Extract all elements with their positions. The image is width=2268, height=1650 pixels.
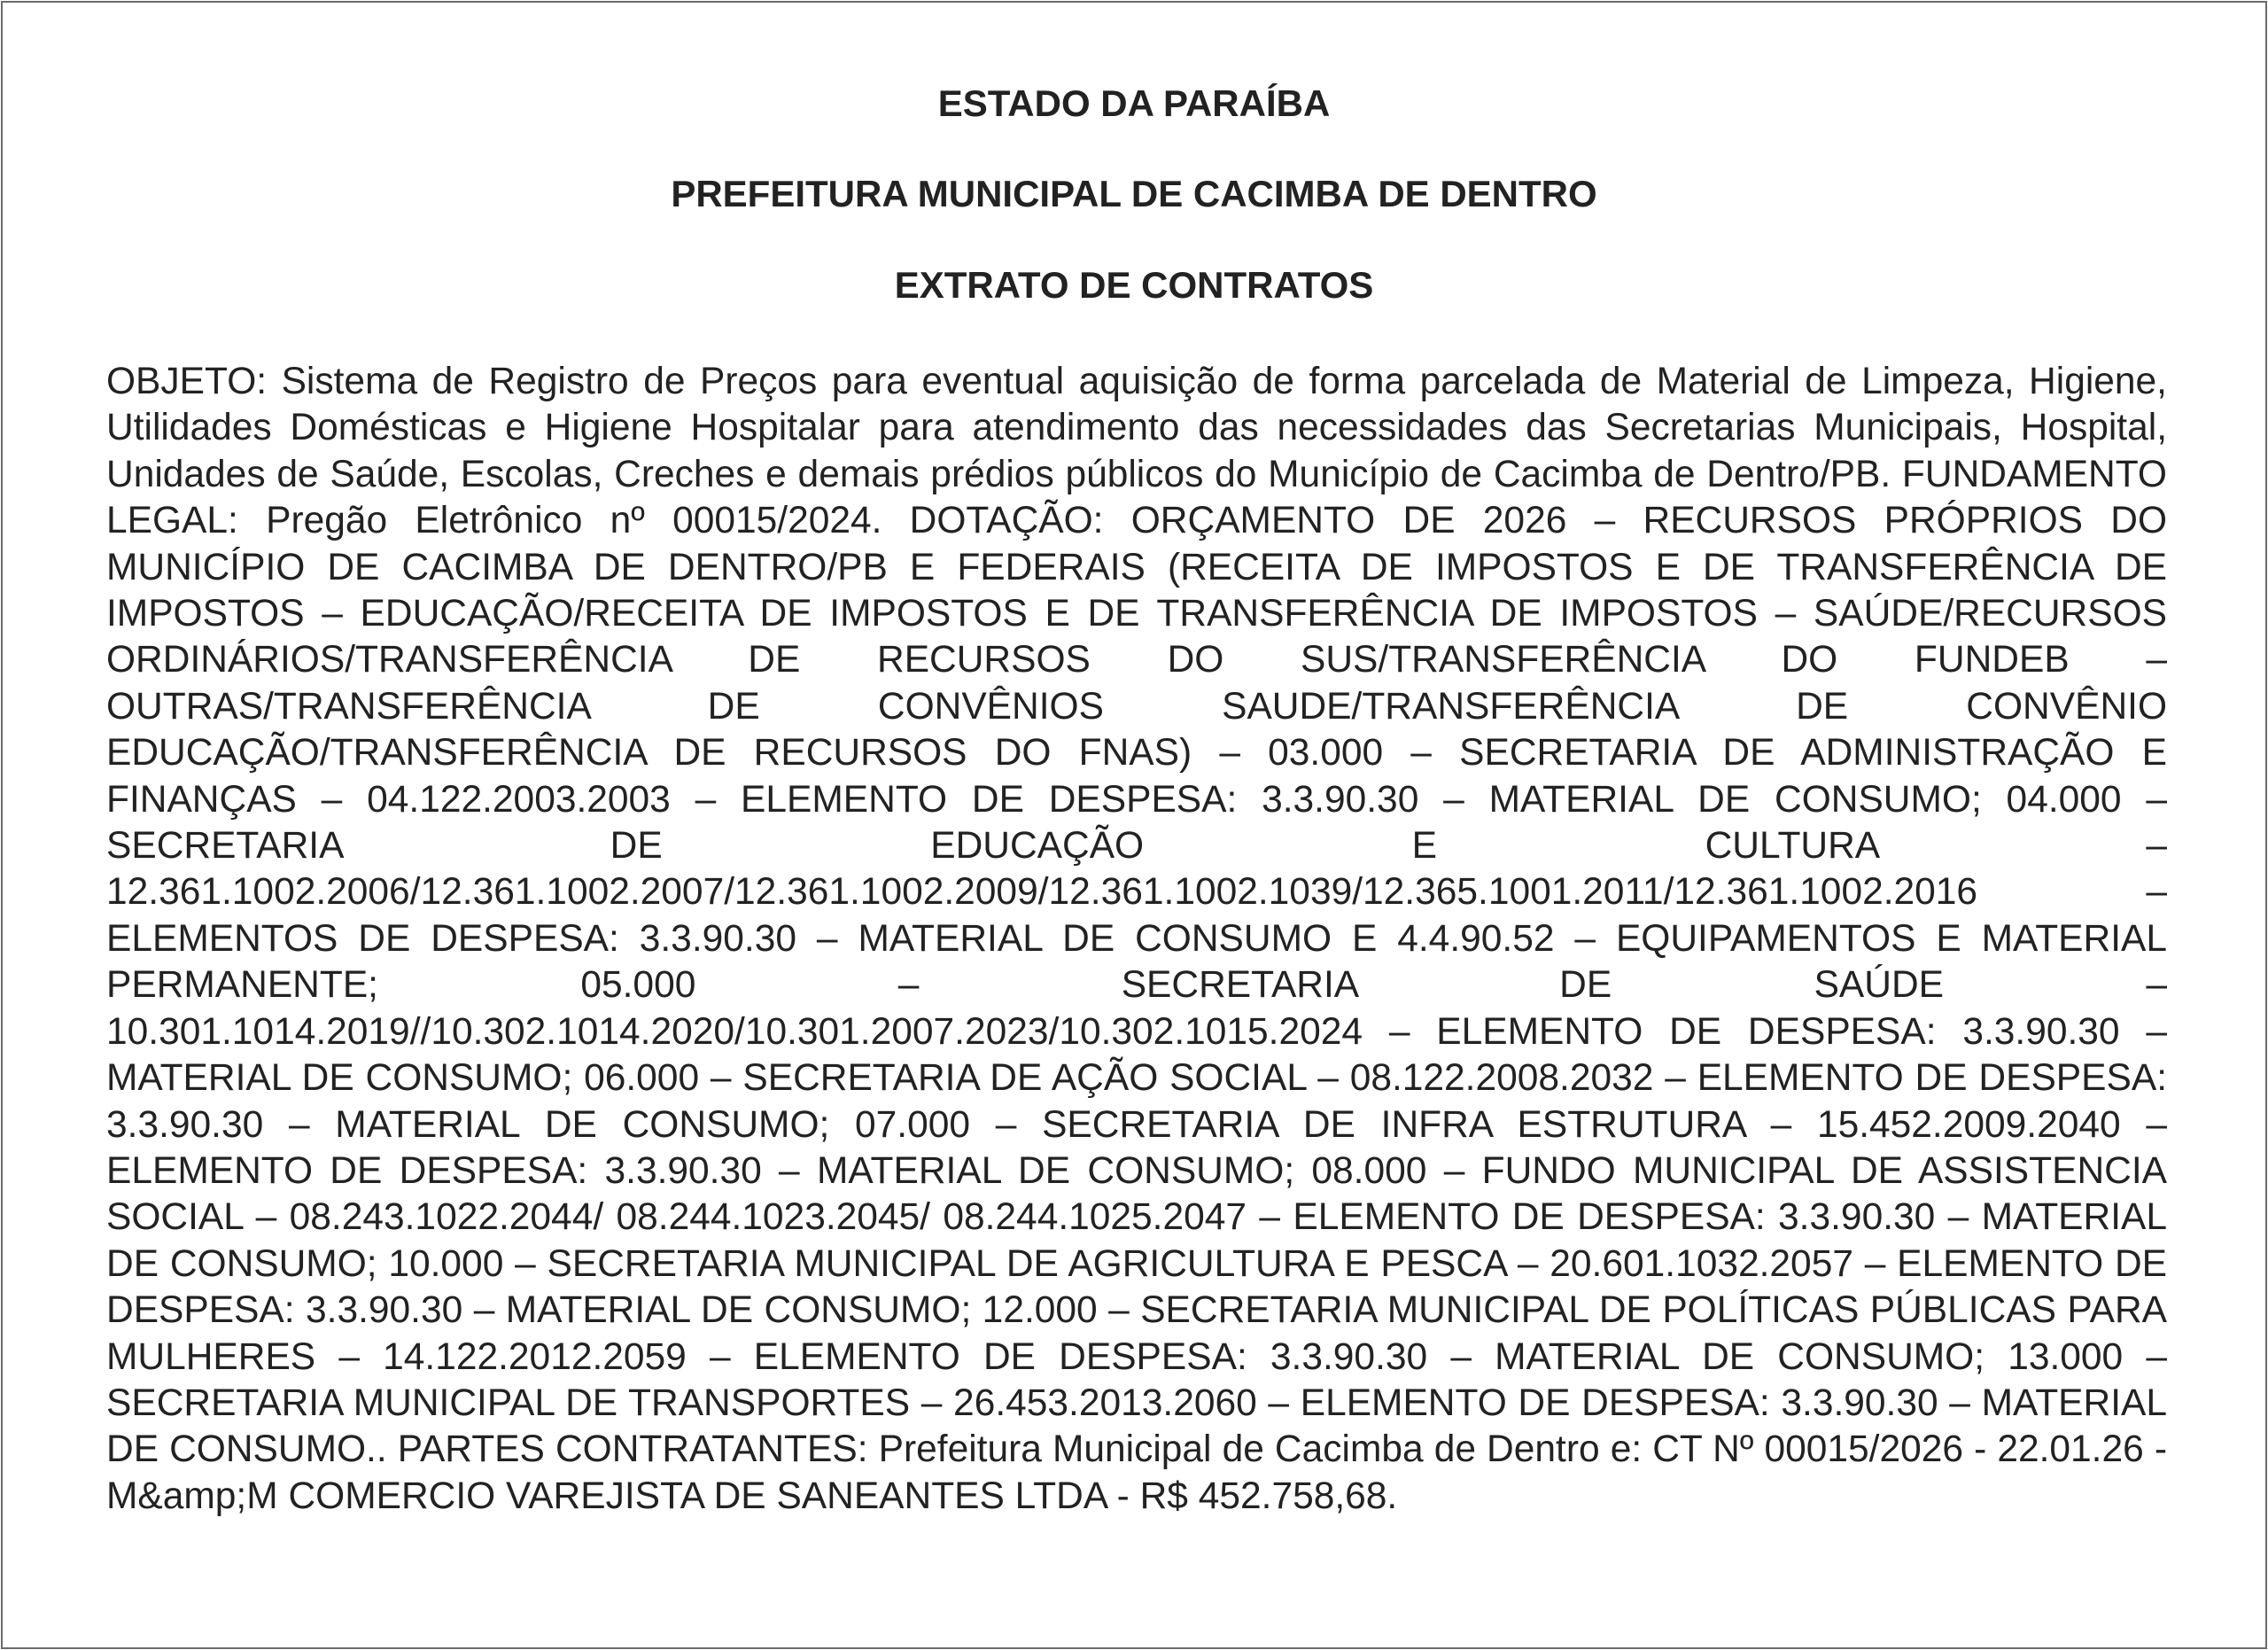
document-frame [1,1,2267,1649]
section-title: EXTRATO DE CONTRATOS [894,264,1374,306]
municipality-heading: PREFEITURA MUNICIPAL DE CACIMBA DE DENTRO [671,173,1597,214]
contract-extract-body: OBJETO: Sistema de Registro de Preços para eventual aquisição de forma parcelada de Material de Limpeza, Higiene, Utilidades Domésticas e Higiene Hospitalar para atendimento das necessidades das Secretarias Municipais, Hospital, Unidades de Saúde, Escolas, Creches e demais prédios públicos do Município de Cacimba de Dentro/PB. FUNDAMENTO LEGAL: Pregão Eletrônico nº 00015/2024. DOTAÇÃO: ORÇAMENTO DE 2026 – RECURSOS PRÓPRIOS DO MUNICÍPIO DE CACIMBA DE DENTRO/PB E FEDERAIS (RECEITA DE IMPOSTOS E DE TRANSFERÊNCIA DE IMPOSTOS – EDUCAÇÃO/RECEITA DE IMPOSTOS E DE TRANSFERÊNCIA DE IMPOSTOS – SAÚDE/RECURSOS ORDINÁRIOS/TRANSFERÊNCIA DE RECURSOS DO SUS/TRANSFERÊNCIA DO FUNDEB – OUTRAS/TRANSFERÊNCIA DE CONVÊNIOS SAUDE/TRANSFERÊNCIA DE CONVÊNIO EDUCAÇÃO/TRANSFERÊNCIA DE RECURSOS DO FNAS) – 03.000 – SECRETARIA DE ADMINISTRAÇÃO E FINANÇAS – 04.122.2003.2003 – ELEMENTO DE DESPESA: 3.3.90.30 – MATERIAL DE CONSUMO; 04.000 – SECRETARIA DE EDUCAÇÃO E CULTURA – 12.361.1002.2006/12.361.1002.2007/12.361.1002.2009/12.361.1002.1039/12.365.1001.2011/12.361.1002.2016 – ELEMENTOS DE DESPESA: 3.3.90.30 – MATERIAL DE CONSUMO E 4.4.90.52 – EQUIPAMENTOS E MATERIAL PERMANENTE; 05.000 – SECRETARIA DE SAÚDE – 10.301.1014.2019//10.302.1014.2020/10.301.2007.2023/10.302.1015.2024 – ELEMENTO DE DESPESA: 3.3.90.30 – MATERIAL DE CONSUMO; 06.000 – SECRETARIA DE AÇÃO SOCIAL – 08.122.2008.2032 – ELEMENTO DE DESPESA: 3.3.90.30 – MATERIAL DE CONSUMO; 07.000 – SECRETARIA DE INFRA ESTRUTURA – 15.452.2009.2040 – ELEMENTO DE DESPESA: 3.3.90.30 – MATERIAL DE CONSUMO; 08.000 – FUNDO MUNICIPAL DE ASSISTENCIA SOCIAL – 08.243.1022.2044/ 08.244.1023.2045/ 08.244.1025.2047 – ELEMENTO DE DESPESA: 3.3.90.30 – MATERIAL DE CONSUMO; 10.000 – SECRETARIA MUNICIPAL DE AGRICULTURA E PESCA – 20.601.1032.2057 – ELEMENTO DE DESPESA: 3.3.90.30 – MATERIAL DE CONSUMO; 12.000 – SECRETARIA MUNICIPAL DE POLÍTICAS PÚBLICAS PARA MULHERES – 14.122.2012.2059 – ELEMENTO DE DESPESA: 3.3.90.30 – MATERIAL DE CONSUMO; 13.000 – SECRETARIA MUNICIPAL DE TRANSPORTES – 26.453.2013.2060 – ELEMENTO DE DESPESA: 3.3.90.30 – MATERIAL DE CONSUMO.. PARTES CONTRATANTES: Prefeitura Municipal de Cacimba de Dentro e: CT Nº 00015/2026 - 22.01.26 - M&amp;M COMERCIO VAREJISTA DE SANEANTES LTDA - R$ 452.758,68. [106,361,2167,1517]
state-heading: ESTADO DA PARAÍBA [937,82,1331,124]
